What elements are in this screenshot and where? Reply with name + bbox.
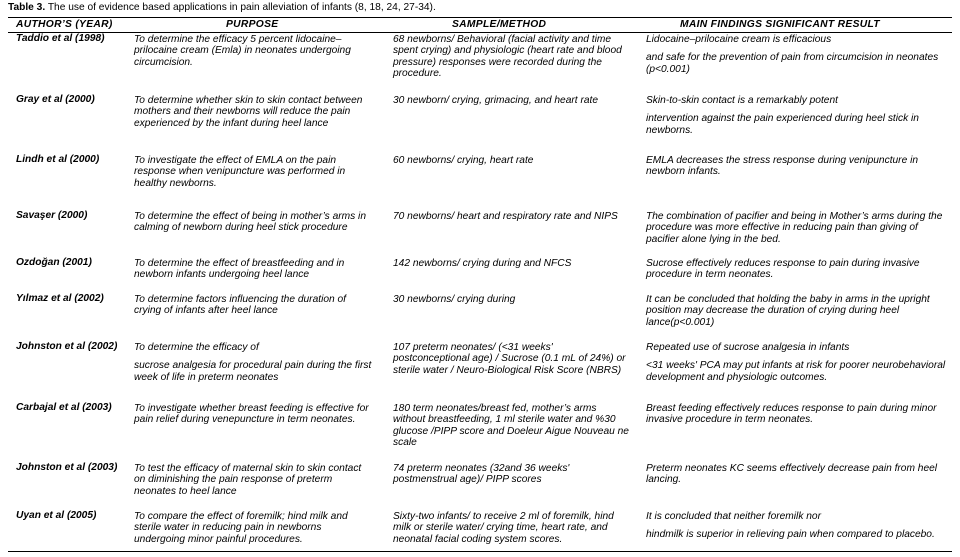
row-purpose: To determine whether skin to skin contact between mothers and their newborns will reduce the pain experienced by the infant during heel lance <box>134 95 363 129</box>
row-findings: It can be concluded that holding the baby in arms in the upright position may decrease the duration of crying during heel lance(p<0.001) <box>646 294 930 328</box>
row-author: Savaşer (2000) <box>16 210 88 221</box>
row-purpose: To investigate whether breast feeding is effective for pain relief during venepuncture in term neonates. <box>134 403 369 426</box>
row-author: Gray et al (2000) <box>16 94 95 105</box>
row-purpose: To investigate the effect of EMLA on the pain response when venipuncture was performed in healthy newborns. <box>134 155 346 189</box>
row-author: Uyan et al (2005) <box>16 510 97 521</box>
row-sample: 30 newborns/ crying during <box>393 294 516 305</box>
bottom-rule <box>8 551 952 552</box>
header-rule <box>8 32 952 33</box>
row-author: Taddio et al (1998) <box>16 33 105 44</box>
row-purpose: To determine the effect of breastfeeding and in newborn infants undergoing heel lance <box>134 258 345 281</box>
row-findings: EMLA decreases the stress response during venipuncture in newborn infants. <box>646 155 919 178</box>
header-sample: SAMPLE/METHOD <box>452 19 547 30</box>
row-purpose: To test the efficacy of maternal skin to skin contact on diminishing the pain response of preterm neonates to heel lance <box>134 463 362 497</box>
row-findings: Skin-to-skin contact is a remarkably potent intervention against the pain experienced during heel stick in newborns. <box>646 95 919 136</box>
row-sample: 142 newborns/ crying during and NFCS <box>393 258 572 269</box>
top-rule <box>8 17 952 18</box>
row-findings: Preterm neonates KC seems effectively decrease pain from heel lancing. <box>646 463 938 486</box>
header-findings: MAIN FINDINGS SIGNIFICANT RESULT <box>680 19 880 30</box>
row-sample: 60 newborns/ crying, heart rate <box>393 155 534 166</box>
row-author: Yılmaz et al (2002) <box>16 293 104 304</box>
row-sample: 68 newborns/ Behavioral (facial activity and time spent crying) and physiologic (heart rate and blood pressure) responses were recorded during the procedure. <box>393 34 622 80</box>
row-author: Ozdoğan (2001) <box>16 257 92 268</box>
row-purpose: To determine the effect of being in mother’s arms in calming of newborn during heel stick procedure <box>134 211 366 234</box>
row-findings: Lidocaine–prilocaine cream is efficacious and safe for the prevention of pain from circumcision in neonates (p<0.001) <box>646 34 939 75</box>
header-author: AUTHOR’S (YEAR) <box>16 19 113 30</box>
row-sample: 74 preterm neonates (32and 36 weeks' postmenstrual age)/ PIPP scores <box>393 463 570 486</box>
row-purpose: To determine the efficacy 5 percent lidocaine–prilocaine cream (Emla) in neonates undergoing circumcision. <box>134 34 351 68</box>
table-caption-text: The use of evidence based applications in pain alleviation of infants (8, 18, 24, 27-34). <box>45 2 436 13</box>
row-findings: Repeated use of sucrose analgesia in infants <31 weeks' PCA may put infants at risk for poorer neurobehavioral development and physiologic outcomes. <box>646 342 946 383</box>
row-author: Johnston et al (2003) <box>16 462 118 473</box>
row-purpose: To determine the efficacy of sucrose analgesia for procedural pain during the first week of life in preterm neonates <box>134 342 372 383</box>
row-purpose: To compare the effect of foremilk; hind milk and sterile water in reducing pain in newborns undergoing minor painful procedures. <box>134 511 348 545</box>
table-label: Table 3. <box>8 2 46 13</box>
row-findings: The combination of pacifier and being in Mother’s arms during the procedure was more effective in reducing pain than giving of pacifier alone lying in the bed. <box>646 211 943 245</box>
table-caption <box>8 2 436 13</box>
row-sample: 30 newborn/ crying, grimacing, and heart rate <box>393 95 598 106</box>
row-purpose: To determine factors influencing the duration of crying of infants after heel lance <box>134 294 346 317</box>
row-sample: Sixty-two infants/ to receive 2 ml of foremilk, hind milk or sterile water/ crying time, heart rate, and neonatal facial coding system scores. <box>393 511 614 545</box>
row-sample: 70 newborns/ heart and respiratory rate and NIPS <box>393 211 618 222</box>
row-author: Johnston et al (2002) <box>16 341 118 352</box>
row-findings: Sucrose effectively reduces response to pain during invasive procedure in term neonates. <box>646 258 920 281</box>
row-author: Lindh et al (2000) <box>16 154 100 165</box>
row-author: Carbajal et al (2003) <box>16 402 112 413</box>
row-sample: 107 preterm neonates/ (<31 weeks' postconceptional age) / Sucrose (0.1 mL of 24%) or sterile water / Neuro-Biological Risk Score (NBRS) <box>393 342 626 376</box>
header-purpose: PURPOSE <box>226 19 279 30</box>
row-findings: Breast feeding effectively reduces response to pain during minor invasive procedure in term neonates. <box>646 403 937 426</box>
row-sample: 180 term neonates/breast fed, mother’s arms without breastfeeding, 1 ml sterile water and %30 glucose /PIPP score and Doeleur Aigue Nouveau ne scale <box>393 403 629 449</box>
row-findings: It is concluded that neither foremilk nor hindmilk is superior in relieving pain when compared to placebo. <box>646 511 935 541</box>
